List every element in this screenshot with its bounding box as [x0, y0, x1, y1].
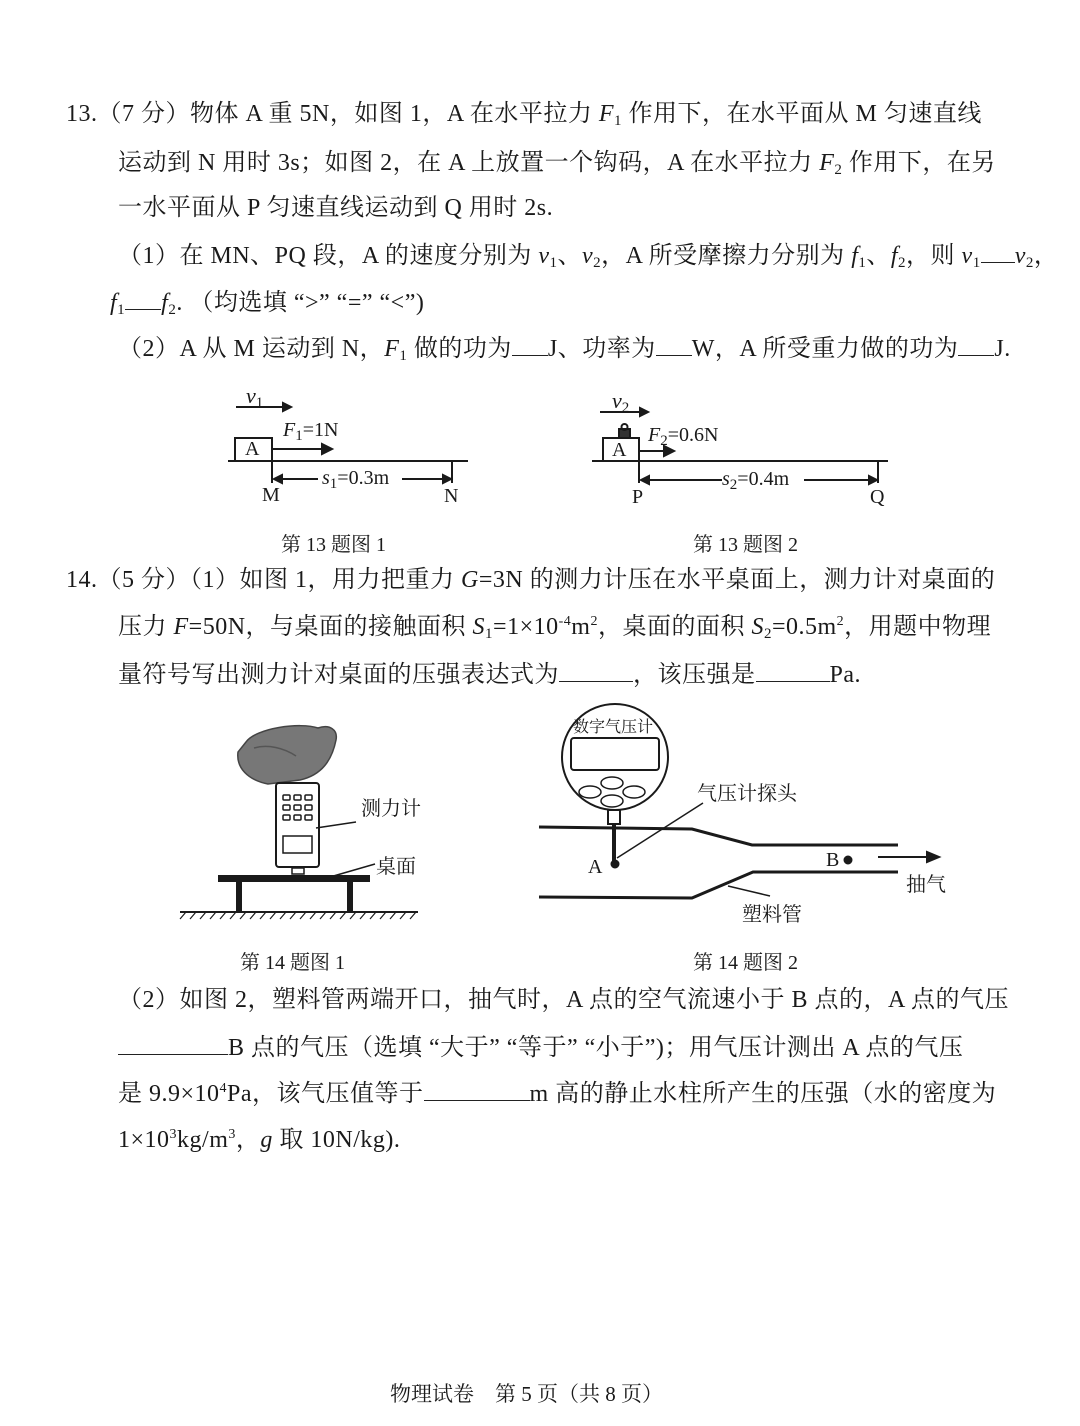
page-footer: 物理试卷 第 5 页（共 8 页）	[390, 1382, 663, 1406]
probe-tip	[612, 861, 619, 868]
q13-part2: （2）A 从 M 运动到 N，$F_1$ 做的功为 J、功率为 W，A 所受重力做的功为 J.	[118, 333, 1011, 371]
answer-blank-water-height[interactable]	[424, 1078, 530, 1101]
fig13-1-caption: 第 13 题图 1	[281, 534, 386, 556]
fig14-2-gauge-title: 数字气压计	[573, 719, 654, 736]
hook-weight-top	[622, 424, 628, 430]
force-meter-foot	[292, 868, 304, 874]
answer-blank-pressure-value[interactable]	[756, 659, 830, 682]
fig13-2-v-label: $v_2$	[612, 388, 630, 416]
q13-number: 13.	[66, 101, 98, 127]
hand-icon	[238, 726, 337, 784]
fig14-1-meter-label: 测力计	[361, 798, 421, 820]
q13-score: （7 分）	[97, 101, 190, 127]
table-leg-right	[347, 882, 353, 912]
fig13-1-block-label: A	[245, 438, 260, 460]
fig13-1-point-n: N	[444, 485, 459, 507]
fig13-2-point-p: P	[632, 486, 644, 508]
fig14-2-probe-label: 气压计探头	[697, 783, 797, 805]
f1-arrowhead	[322, 444, 332, 454]
probe-label-leader	[617, 803, 703, 858]
pump-arrowhead	[927, 852, 939, 862]
fig14-2-point-b: B	[826, 849, 840, 871]
fig14-2-caption: 第 14 题图 2	[693, 952, 798, 974]
q14-line2: 压力 F=50N，与桌面的接触面积 $S_1=1\times 10^{-4}m^2$，桌面的面积 $S_2=0.5m^2$，用题中物理	[118, 614, 992, 642]
table-leg-left	[236, 882, 242, 912]
q14-line3: 量符号写出测力计对桌面的压强表达式为 ，该压强是 Pa.	[118, 659, 861, 690]
s1-arrowhead-left	[274, 475, 282, 483]
q14-score: （5 分）	[97, 567, 190, 593]
fig13-2-force-label: $F_2=0.6N$	[648, 424, 719, 449]
tube-label-leader	[728, 886, 770, 896]
s2-arrowhead-left	[641, 476, 649, 484]
q13-part1-line1: （1）在 MN、PQ 段，A 的速度分别为 $v_1$、$v_2$，A 所受摩擦力分别为 $f_1$、$f_2$，则 $v_1$ $v_2$，	[118, 240, 1058, 278]
fig13-1-v-label: $v_1$	[246, 383, 264, 411]
v2-arrowhead	[640, 408, 648, 416]
fig13-1-force-label: $F_1=1N$	[283, 419, 339, 444]
q13-line2: 运动到 N 用时 3s；如图 2，在 A 上放置一个钩码，A 在水平拉力 $F_2$ 作用下，在另	[118, 150, 996, 178]
q14-line1: 14.（5 分）（1）如图 1，用力把重力 G=3N 的测力计压在水平桌面上，测力计对桌面的	[66, 567, 996, 593]
q14-part2-line3: 是 $9.9\times 10^4Pa$，该气压值等于 m 高的静止水柱所产生的压强（水的密度为	[118, 1078, 996, 1109]
barometer-neck	[608, 810, 620, 824]
fig13-2-block-label: A	[612, 439, 627, 461]
q13-line1: 13.（7 分）物体 A 重 5N，如图 1，A 在水平拉力 $F_1$ 作用下，在水平面从 M 匀速直线	[66, 101, 982, 129]
meter-label-leader	[316, 822, 356, 828]
floor-hatching	[180, 912, 416, 919]
q14-part2-line1: （2）如图 2，塑料管两端开口，抽气时，A 点的空气流速小于 B 点的，A 点的气压	[118, 987, 1010, 1013]
fig13-2-distance-label: $s_2=0.4m$	[722, 468, 790, 493]
fig14-2-point-a: A	[588, 856, 603, 878]
v1-arrowhead	[283, 403, 291, 411]
fig13-2-caption: 第 13 题图 2	[693, 534, 798, 556]
fig14-1-table-label: 桌面	[376, 856, 416, 878]
q14-number: 14.	[66, 567, 98, 593]
tube-upper-wall	[539, 827, 898, 845]
fig13-2-point-q: Q	[870, 486, 885, 508]
fig14-2-pump-label: 抽气	[906, 874, 946, 896]
s1-arrowhead-right	[443, 475, 451, 483]
fig13-1-distance-label: $s_1=0.3m$	[322, 467, 390, 492]
q13-line3: 一水平面从 P 匀速直线运动到 Q 用时 2s.	[118, 195, 554, 221]
fig14-2-tube-label: 塑料管	[742, 904, 802, 926]
s2-arrowhead-right	[869, 476, 877, 484]
q14-fig1-drawing	[180, 726, 418, 919]
q13-part1-line2: $f_1$ $f_2$. （均选填 “>” “=” “<”)	[110, 287, 424, 325]
answer-blank-pressure-expression[interactable]	[559, 659, 633, 682]
q14-part2-line2: B 点的气压（选填 “大于” “等于” “小于”)；用气压计测出 A 点的气压	[118, 1032, 963, 1063]
q14-part2-line4: $1\times 10^3kg/m^3$，g 取 10N/kg).	[118, 1127, 401, 1153]
fig14-1-caption: 第 14 题图 1	[240, 952, 345, 974]
fig13-1-point-m: M	[262, 484, 280, 506]
table-top	[218, 875, 370, 882]
answer-blank-pressure-compare[interactable]	[118, 1032, 228, 1055]
point-b-dot	[845, 857, 852, 864]
